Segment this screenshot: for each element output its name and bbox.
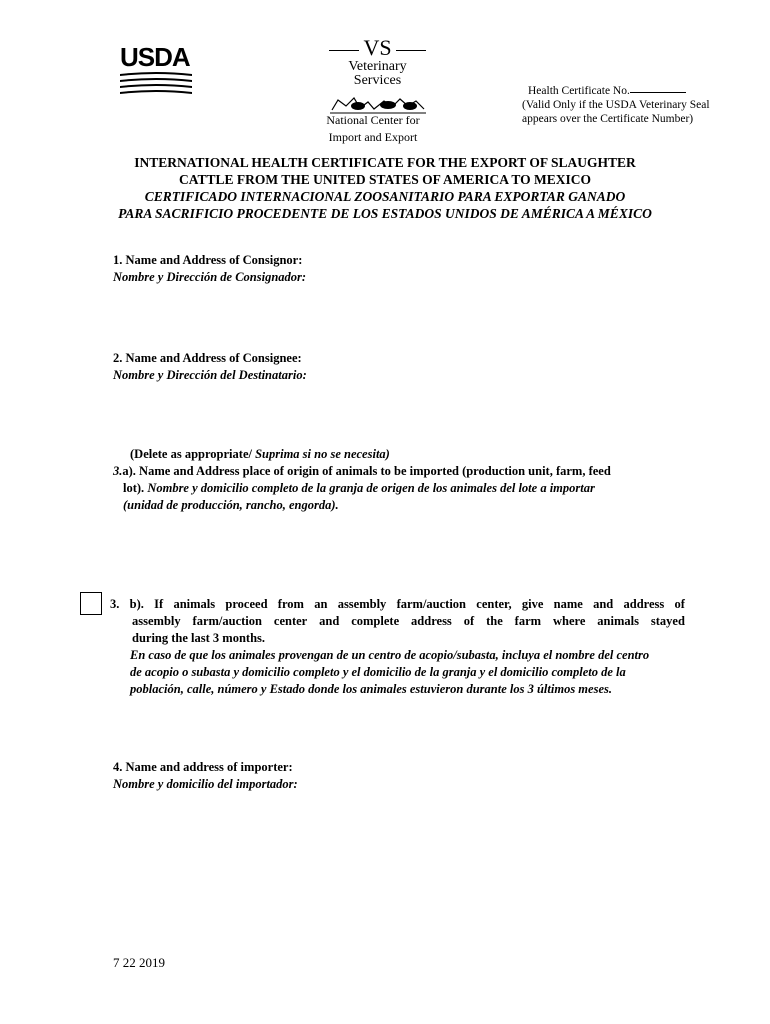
assembly-line1-word: 3. <box>110 597 120 611</box>
assembly-line2-word: assembly <box>132 614 181 628</box>
health-certificate-label: Health Certificate No. <box>528 85 630 97</box>
ncie-label <box>318 112 428 146</box>
form-date: 7 22 2019 <box>113 955 165 970</box>
assembly-line1-word: name <box>553 597 583 611</box>
usda-logo-hills <box>120 70 192 96</box>
assembly-line2-word: center <box>273 614 308 628</box>
livestock-illustration <box>328 92 428 114</box>
section-origin <box>113 446 673 514</box>
assembly-line1-word: proceed <box>225 597 268 611</box>
consignee-label-es: Nombre y Dirección del Destinatario: <box>113 368 307 382</box>
assembly-line1-word: give <box>521 597 544 611</box>
usda-logo-text: USDA <box>120 42 190 72</box>
ncie-line1: National Center for <box>326 113 420 127</box>
delete-note: (Delete as appropriate/ <box>130 447 256 461</box>
section-consignor <box>113 252 673 286</box>
assembly-line1-word: of <box>674 597 685 611</box>
usda-logo <box>120 44 192 98</box>
assembly-line2-word: where <box>552 614 586 628</box>
assembly-line1-word: If <box>154 597 164 611</box>
origin-label-line2: lot). <box>123 481 148 495</box>
origin-label-es-line2: (unidad de producción, rancho, engorda). <box>123 498 339 512</box>
delete-note-es: Suprima si no se necesita) <box>255 447 390 461</box>
origin-label-es-line1: Nombre y domicilio completo de la granja de origen de los animales del lote a importar <box>147 481 595 495</box>
title-en-line2: CATTLE FROM THE UNITED STATES OF AMERICA TO MEXICO <box>178 172 592 187</box>
assembly-line2-word: animals <box>597 614 639 628</box>
assembly-label-line1 <box>110 596 685 613</box>
assembly-line2-word: stayed <box>650 614 685 628</box>
assembly-line2-word: and <box>319 614 340 628</box>
ncie-line2: Import and Export <box>328 130 418 144</box>
vs-logo-label: Veterinary Services <box>348 59 407 88</box>
importer-label-es: Nombre y domicilio del importador: <box>113 777 298 791</box>
assembly-label-es-line2: de acopio o subasta y domicilio completo y el domicilio de la granja y el domicilio completo de la <box>130 665 626 679</box>
assembly-line1-word: center, <box>476 597 512 611</box>
assembly-farm-checkbox[interactable] <box>80 592 102 615</box>
health-certificate-block <box>522 84 732 126</box>
assembly-line1-word: b). <box>129 597 144 611</box>
assembly-line2-word: complete <box>351 614 400 628</box>
assembly-line2-word: the <box>486 614 503 628</box>
title-en-line1: INTERNATIONAL HEALTH CERTIFICATE FOR THE EXPORT OF SLAUGHTER <box>134 155 636 170</box>
assembly-line2-word: farm/auction <box>192 614 262 628</box>
consignee-label: 2. Name and Address of Consignee: <box>113 351 302 365</box>
assembly-label-line3: during the last 3 months. <box>132 631 266 645</box>
title-es-line1: CERTIFICADO INTERNACIONAL ZOOSANITARIO PARA EXPORTAR GANADO <box>144 189 626 204</box>
vs-logo-mark: VS <box>325 36 430 60</box>
document-title <box>60 154 710 222</box>
section-consignee <box>113 350 673 384</box>
assembly-line2-word: farm <box>514 614 542 628</box>
origin-number: 3. <box>113 464 123 478</box>
assembly-line2-word: address <box>411 614 452 628</box>
assembly-line1-word: animals <box>173 597 216 611</box>
assembly-line1-word: and <box>593 597 614 611</box>
assembly-line1-word: an <box>314 597 328 611</box>
assembly-label-es-line1: En caso de que los animales provengan de un centro de acopio/subasta, incluya el nombre del centro <box>130 648 650 662</box>
assembly-label-es-line3: población, calle, número y Estado donde los animales estuvieron durante los 3 últimos meses. <box>130 682 612 696</box>
vs-logo <box>325 36 430 119</box>
assembly-line1-word: assembly <box>337 597 387 611</box>
assembly-line1-word: farm/auction <box>396 597 467 611</box>
assembly-line1-word: address <box>623 597 665 611</box>
health-certificate-note-line1: (Valid Only if the USDA Veterinary Seal <box>522 99 710 111</box>
assembly-line2-word: of <box>463 614 475 628</box>
assembly-line1-word: from <box>277 597 304 611</box>
section-assembly-farm <box>110 596 685 698</box>
assembly-label-line2 <box>110 613 685 630</box>
title-es-line2: PARA SACRIFICIO PROCEDENTE DE LOS ESTADOS UNIDOS DE AMÉRICA A MÉXICO <box>118 206 652 221</box>
section-importer <box>113 759 673 793</box>
health-certificate-number-field[interactable] <box>630 92 686 93</box>
consignor-label: 1. Name and Address of Consignor: <box>113 253 303 267</box>
origin-label-line1: a). Name and Address place of origin of animals to be imported (production unit, farm, feed <box>122 464 611 478</box>
health-certificate-note-line2: appears over the Certificate Number) <box>522 113 694 125</box>
consignor-label-es: Nombre y Dirección de Consignador: <box>113 270 307 284</box>
importer-label: 4. Name and address of importer: <box>113 760 293 774</box>
